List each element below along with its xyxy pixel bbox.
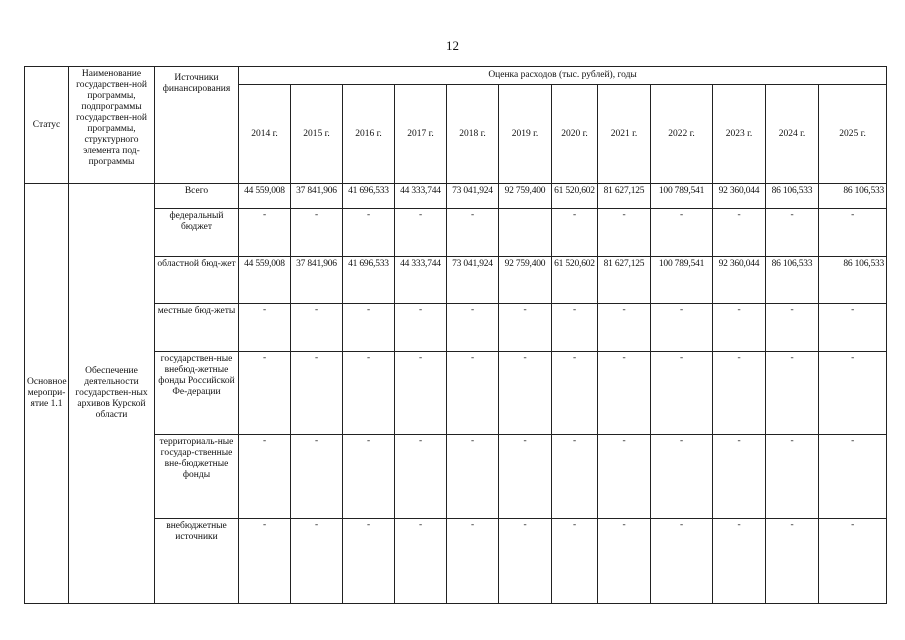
year-header: 2019 г. (499, 85, 552, 184)
value-cell: - (552, 304, 598, 352)
value-cell: 61 520,602 (552, 184, 598, 209)
value-cell: - (552, 519, 598, 604)
value-cell: - (447, 209, 499, 257)
value-cell: - (499, 435, 552, 519)
year-header: 2021 г. (598, 85, 651, 184)
value-cell: - (713, 304, 766, 352)
year-header: 2020 г. (552, 85, 598, 184)
value-cell: - (343, 352, 395, 435)
table-row (25, 257, 887, 304)
value-cell: - (499, 304, 552, 352)
year-header: 2023 г. (713, 85, 766, 184)
value-cell (499, 209, 552, 257)
value-cell: - (766, 519, 819, 604)
value-cell: - (447, 435, 499, 519)
value-cell: - (291, 519, 343, 604)
value-cell: - (598, 304, 651, 352)
value-cell: - (291, 352, 343, 435)
value-cell: - (395, 519, 447, 604)
value-cell: - (291, 435, 343, 519)
funding-source-cell: государствен-ные внебюд-жетные фонды Российской Фе-дерации (155, 352, 239, 435)
value-cell: 44 333,744 (395, 184, 447, 209)
value-cell: 41 696,533 (343, 257, 395, 304)
expense-estimate-table (24, 66, 887, 604)
value-cell: - (598, 352, 651, 435)
value-cell: - (239, 304, 291, 352)
value-cell: 81 627,125 (598, 184, 651, 209)
year-header: 2017 г. (395, 85, 447, 184)
year-header: 2014 г. (239, 85, 291, 184)
value-cell: - (651, 519, 713, 604)
funding-source-cell: Всего (155, 184, 239, 209)
value-cell: 86 106,533 (766, 184, 819, 209)
funding-source-cell: местные бюд-жеты (155, 304, 239, 352)
value-cell: - (447, 352, 499, 435)
value-cell: 86 106,533 (766, 257, 819, 304)
value-cell: - (598, 209, 651, 257)
value-cell: - (499, 519, 552, 604)
table-row (25, 304, 887, 352)
value-cell: - (819, 352, 887, 435)
value-cell: - (766, 304, 819, 352)
value-cell: 41 696,533 (343, 184, 395, 209)
value-cell: - (447, 304, 499, 352)
value-cell: 100 789,541 (651, 184, 713, 209)
funding-source-cell: внебюджетные источники (155, 519, 239, 604)
value-cell: - (395, 209, 447, 257)
value-cell: 37 841,906 (291, 257, 343, 304)
value-cell: - (598, 435, 651, 519)
value-cell: 44 559,008 (239, 184, 291, 209)
value-cell: - (819, 304, 887, 352)
sources-header: Источники финансирования (155, 67, 239, 184)
value-cell: - (598, 519, 651, 604)
value-cell: - (239, 352, 291, 435)
table-row (25, 435, 887, 519)
value-cell: 92 360,044 (713, 257, 766, 304)
value-cell: - (713, 209, 766, 257)
funding-source-cell: федеральный бюджет (155, 209, 239, 257)
status-cell: Основное меропри-ятие 1.1 (25, 184, 69, 604)
value-cell: - (239, 209, 291, 257)
value-cell: 73 041,924 (447, 257, 499, 304)
value-cell: - (291, 304, 343, 352)
value-cell: - (447, 519, 499, 604)
value-cell: - (766, 435, 819, 519)
value-cell: 86 106,533 (819, 257, 887, 304)
value-cell: 100 789,541 (651, 257, 713, 304)
table-row (25, 209, 887, 257)
value-cell: 61 520,602 (552, 257, 598, 304)
value-cell: - (552, 435, 598, 519)
status-header: Статус (25, 67, 69, 184)
value-cell: - (395, 435, 447, 519)
value-cell: 44 559,008 (239, 257, 291, 304)
value-cell: - (239, 519, 291, 604)
value-cell: - (819, 435, 887, 519)
value-cell: - (499, 352, 552, 435)
value-cell: - (713, 519, 766, 604)
table-row (25, 519, 887, 604)
table-row (25, 184, 887, 209)
value-cell: 92 759,400 (499, 184, 552, 209)
value-cell: - (395, 304, 447, 352)
value-cell: - (651, 352, 713, 435)
funding-source-cell: областной бюд-жет (155, 257, 239, 304)
value-cell: - (343, 209, 395, 257)
value-cell: 73 041,924 (447, 184, 499, 209)
estimate-header: Оценка расходов (тыс. рублей), годы (239, 67, 887, 85)
value-cell: - (713, 352, 766, 435)
value-cell: - (766, 209, 819, 257)
year-header: 2018 г. (447, 85, 499, 184)
year-header: 2022 г. (651, 85, 713, 184)
value-cell: 37 841,906 (291, 184, 343, 209)
program-name-header: Наименование государствен-ной программы, подпрограммы государствен-ной программы, структурного элемента под-программы (69, 67, 155, 184)
value-cell: - (819, 209, 887, 257)
page-number: 12 (446, 38, 459, 53)
funding-source-cell: территориаль-ные государ-ственные вне-бюджетные фонды (155, 435, 239, 519)
value-cell: - (651, 435, 713, 519)
value-cell: - (552, 209, 598, 257)
year-header: 2024 г. (766, 85, 819, 184)
year-header: 2015 г. (291, 85, 343, 184)
value-cell: - (713, 435, 766, 519)
value-cell: - (395, 352, 447, 435)
value-cell: - (343, 519, 395, 604)
table-row (25, 352, 887, 435)
value-cell: - (766, 352, 819, 435)
value-cell: - (552, 352, 598, 435)
year-header: 2025 г. (819, 85, 887, 184)
value-cell: 92 759,400 (499, 257, 552, 304)
table-body (25, 184, 887, 604)
value-cell: - (651, 304, 713, 352)
value-cell: - (651, 209, 713, 257)
value-cell: - (343, 304, 395, 352)
value-cell: - (291, 209, 343, 257)
value-cell: 81 627,125 (598, 257, 651, 304)
value-cell: 86 106,533 (819, 184, 887, 209)
value-cell: - (239, 435, 291, 519)
value-cell: - (343, 435, 395, 519)
value-cell: - (819, 519, 887, 604)
value-cell: 44 333,744 (395, 257, 447, 304)
year-header: 2016 г. (343, 85, 395, 184)
program-name-cell: Обеспечение деятельности государствен-ных архивов Курской области (69, 184, 155, 604)
value-cell: 92 360,044 (713, 184, 766, 209)
